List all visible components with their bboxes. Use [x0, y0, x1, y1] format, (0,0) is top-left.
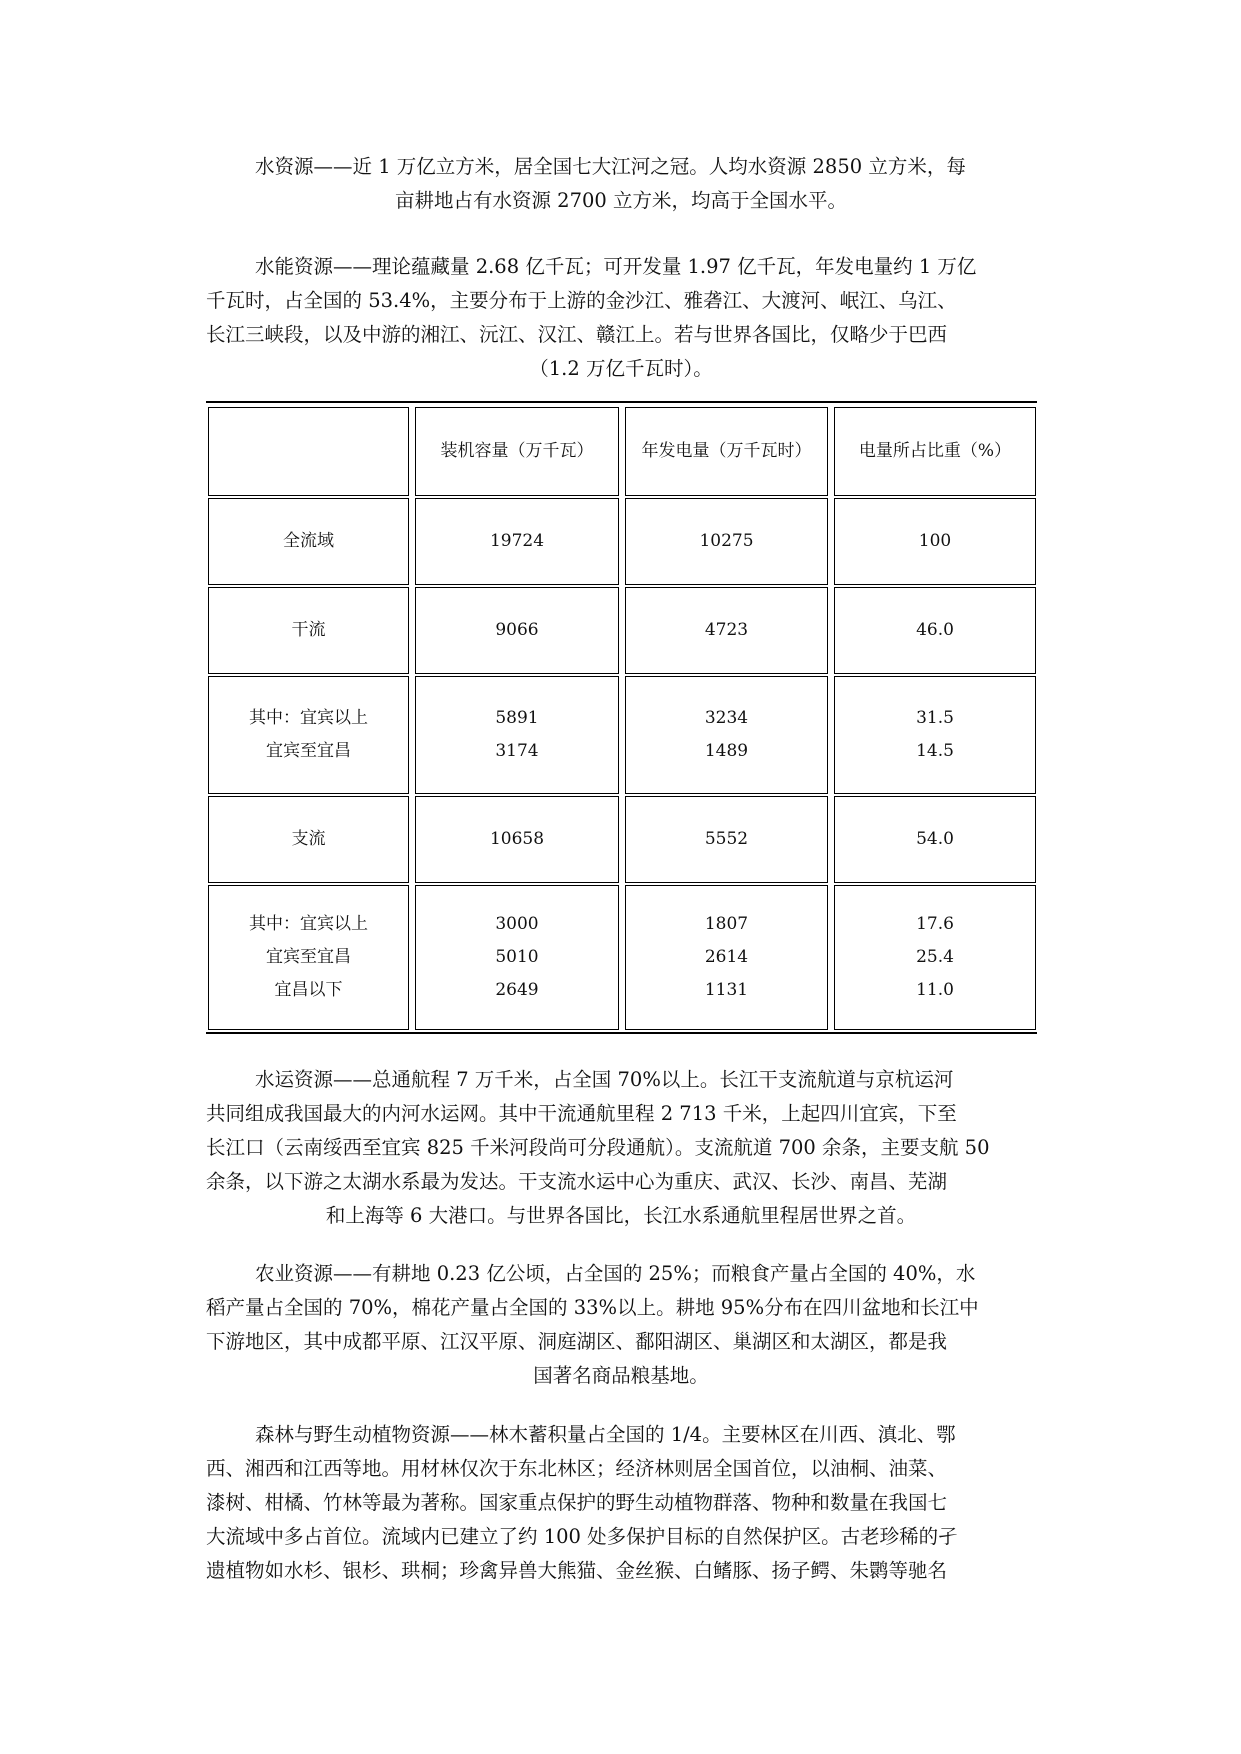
cell-text: 10275: [699, 531, 754, 551]
text-line: 长江三峡段，以及中游的湘江、沅江、汉江、赣江上。若与世界各国比，仅略少于巴西: [206, 323, 948, 346]
cell-text: 2649: [495, 980, 539, 1000]
text-line: 千瓦时，占全国的 53.4%，主要分布于上游的金沙江、雅砻江、大渡河、岷江、乌江、: [206, 289, 957, 312]
cell-text: 1131: [704, 980, 749, 1000]
cell-text: 3174: [495, 741, 539, 761]
cell-text: 10658: [489, 829, 545, 849]
text-line: 余条，以下游之太湖水系最为发达。干支流水运中心为重庆、武汉、长沙、南昌、芜湖: [206, 1170, 948, 1193]
cell-text: 25.4: [916, 947, 954, 967]
row-label-cell: [208, 498, 409, 585]
text-line: 亩耕地占有水资源 2700 立方米，均高于全国水平。: [394, 189, 848, 212]
cell-text: 宜宾至宜昌: [266, 947, 351, 967]
cell-text: 19724: [489, 531, 545, 551]
table-row: [206, 676, 1037, 794]
cell-text: 31.5: [916, 708, 954, 728]
table-row: [206, 885, 1037, 1030]
cell-text: 9066: [495, 620, 539, 640]
capacity-cell: [415, 796, 619, 883]
text-line: 长江口（云南绥西至宜宾 825 千米河段尚可分段通航）。支流航道 700 余条，主要支航 50: [206, 1136, 990, 1159]
table-header-row: [206, 407, 1037, 496]
generation-cell: [625, 498, 828, 585]
capacity-cell: [415, 676, 619, 794]
table-row: [206, 498, 1037, 585]
table-row: [206, 796, 1037, 883]
text-line: 森林与野生动植物资源——林木蓄积量占全国的 1/4。主要林区在川西、滇北、鄂: [255, 1423, 956, 1446]
paragraph-agriculture: [206, 1257, 1036, 1393]
cell-text: 5010: [495, 947, 539, 967]
cell-text: 5891: [495, 708, 539, 728]
paragraph-hydropower: [206, 250, 1036, 386]
cell-text: 100: [918, 531, 952, 551]
cell-text: 54.0: [916, 829, 954, 849]
cell-text: 5552: [704, 829, 749, 849]
paragraph-water-resources: [206, 150, 1036, 218]
share-cell: [834, 796, 1036, 883]
cell-text: 干流: [291, 620, 326, 640]
cell-text: 宜宾至宜昌: [266, 741, 351, 761]
cell-text: 14.5: [916, 741, 954, 761]
text-line: （1.2 万亿千瓦时）。: [529, 357, 713, 380]
cell-text: 1489: [704, 741, 749, 761]
header-cell-generation: 年发电量（万千瓦时）: [625, 407, 828, 496]
text-line: 和上海等 6 大港口。与世界各国比，长江水系通航里程居世界之首。: [325, 1204, 917, 1227]
cell-text: 其中：宜宾以上: [249, 914, 368, 934]
header-cell-capacity: 装机容量（万千瓦）: [415, 407, 619, 496]
text-line: 西、湘西和江西等地。用材林仅次于东北林区；经济林则居全国首位，以油桐、油菜、: [206, 1457, 948, 1480]
cell-text: 46.0: [916, 620, 954, 640]
cell-text: 11.0: [916, 980, 954, 1000]
text-line: 水能资源——理论蕴藏量 2.68 亿千瓦；可开发量 1.97 亿千瓦，年发电量约 1 万亿: [255, 255, 977, 278]
text-line: 共同组成我国最大的内河水运网。其中干流通航里程 2 713 千米，上起四川宜宾，下至: [206, 1102, 957, 1125]
text-line: 大流域中多占首位。流域内已建立了约 100 处多保护目标的自然保护区。古老珍稀的孑: [206, 1525, 958, 1548]
cell-text: 宜昌以下: [274, 980, 343, 1000]
text-line: 漆树、柑橘、竹林等最为著称。国家重点保护的野生动植物群落、物种和数量在我国七: [206, 1491, 948, 1514]
cell-text: 支流: [291, 829, 326, 849]
row-label-cell: [208, 796, 409, 883]
cell-text: 全流域: [283, 531, 334, 551]
row-label-cell: [208, 587, 409, 674]
cell-text: 2614: [704, 947, 749, 967]
header-cell-empty: [208, 407, 409, 496]
capacity-cell: [415, 587, 619, 674]
paragraph-forest: [206, 1418, 1036, 1588]
cell-text: 4723: [704, 620, 749, 640]
text-line: 水运资源——总通航程 7 万千米，占全国 70%以上。长江干支流航道与京杭运河: [255, 1068, 954, 1091]
row-label-cell: [208, 676, 409, 794]
share-cell: [834, 676, 1036, 794]
capacity-cell: [415, 885, 619, 1030]
text-line: 国著名商品粮基地。: [533, 1364, 709, 1387]
cell-text: 3234: [704, 708, 749, 728]
share-cell: [834, 498, 1036, 585]
table-row: [206, 587, 1037, 674]
text-line: 水资源——近 1 万亿立方米，居全国七大江河之冠。人均水资源 2850 立方米，每: [255, 155, 966, 178]
row-label-cell: [208, 885, 409, 1030]
share-cell: [834, 587, 1036, 674]
text-line: 农业资源——有耕地 0.23 亿公顷，占全国的 25%；而粮食产量占全国的 40%，水: [255, 1262, 976, 1285]
header-cell-share: 电量所占比重（%）: [834, 407, 1036, 496]
hydropower-table: [206, 401, 1037, 1034]
paragraph-water-transport: [206, 1063, 1036, 1233]
cell-text: 其中：宜宾以上: [249, 708, 368, 728]
cell-text: 1807: [704, 914, 749, 934]
cell-text: 17.6: [916, 914, 954, 934]
text-line: 遗植物如水杉、银杉、珙桐；珍禽异兽大熊猫、金丝猴、白鳍豚、扬子鳄、朱鹮等驰名: [206, 1559, 948, 1582]
generation-cell: [625, 885, 828, 1030]
share-cell: [834, 885, 1036, 1030]
text-line: 下游地区，其中成都平原、江汉平原、洞庭湖区、鄱阳湖区、巢湖区和太湖区，都是我: [206, 1330, 948, 1353]
generation-cell: [625, 676, 828, 794]
generation-cell: [625, 796, 828, 883]
cell-text: 3000: [495, 914, 539, 934]
capacity-cell: [415, 498, 619, 585]
generation-cell: [625, 587, 828, 674]
text-line: 稻产量占全国的 70%，棉花产量占全国的 33%以上。耕地 95%分布在四川盆地和长江中: [206, 1296, 979, 1319]
